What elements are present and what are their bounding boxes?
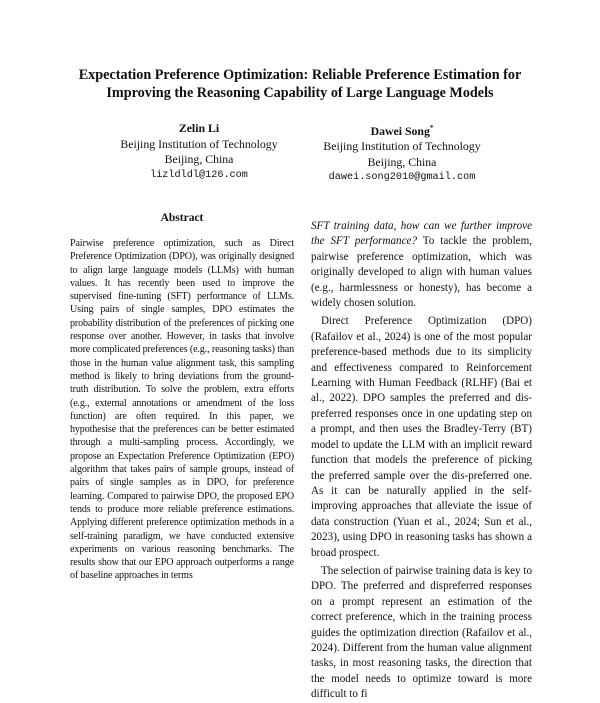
abstract-heading: Abstract	[160, 212, 204, 224]
title-line-1: Expectation Preference Optimization: Reliable Preference Estimation for	[78, 67, 522, 83]
intro-paragraph-2: Direct Preference Optimization (DPO) (Rafailov et al., 2024) is one of the most popular preference-based methods due to its simplicity and effectiveness compared to Reinforcement Learning with Human Feedback (RLHF) (Bai et al., 2022). DPO samples the preferred and dis-preferred responses once in one updating step on a prompt, and then uses the Bradley-Terry (BT) model to update the LLM with an implicit reward function that models the preference of picking the preferred sample over the dis-preferred one. As it can be naturally applied in the self-improving approaches that alleviate the issue of data construction (Yuan et al., 2024; Sun et al., 2023), using DPO in reasoning tasks has shown a broad prospect.	[311, 315, 532, 559]
author-name: Zelin Li	[178, 121, 220, 135]
author-location: Beijing, China	[164, 152, 234, 166]
author-email: dawei.song2010@gmail.com	[328, 172, 476, 184]
abstract-body: Pairwise preference optimization, such as Direct Preference Optimization (DPO), was originally designed to align large language models (LLMs) with human values. It has recently been used to improve the supervised fine-tuning (SFT) performance of LLMs. Using pairs of single samples, DPO estimates the probability distribution of the preferences of picking one response over another. However, in tasks that involve more complicated preferences (e.g., reasoning tasks) than those in the human value alignment task, this sampling method is likely to bring deviations from the ground-truth distribution. To solve the problem, extra efforts (e.g., external annotations or amendment of the loss function) are often required. In this paper, we hypothesise that the preferences can be better estimated through a multi-sampling process. Accordingly, we propose an Expectation Preference Optimization (EPO) algorithm that takes pairs of sample groups, instead of pairs of single samples as in DPO, for preference learning. Compared to pairwise DPO, the proposed EPO tends to produce more reliable preference estimations. Applying different preference optimization methods in a self-training paradigm, we have conducted extensive experiments on various reasoning benchmarks. The results show that our EPO approach outperforms a range of baseline approaches in terms	[70, 238, 294, 582]
intro-paragraph-1-text: To tackle the problem, pairwise preference optimization, which was originally developed to align with human values (e.g., harmlessness or honesty), has become a widely chosen solution.	[311, 235, 532, 310]
author-name: Dawei Song*	[370, 123, 434, 138]
title-line-2: Improving the Reasoning Capability of Large Language Models	[106, 85, 494, 101]
intro-paragraph-3: The selection of pairwise training data is key to DPO. The preferred and dispreferred responses on a prompt represent an estimation of the correct preference, which in the training process guides the optimization direction (Rafailov et al., 2024). Different from the human value alignment tasks, in most reasoning tasks, the direction that the model needs to optimize toward is more difficult to fi	[311, 564, 532, 701]
author-email: lizldldl@126.com	[150, 169, 248, 181]
intro-question: SFT training data, how can we further improve the SFT performance?	[311, 220, 532, 248]
author-block-1	[99, 121, 299, 183]
author-block-2	[302, 121, 502, 186]
author-affiliation: Beijing Institution of Technology	[323, 139, 481, 154]
author-location: Beijing, China	[367, 154, 437, 169]
corresponding-author-mark: *	[429, 124, 434, 132]
author-affiliation: Beijing Institution of Technology	[120, 136, 278, 151]
paper-title	[40, 66, 560, 102]
intro-paragraph-1	[311, 219, 532, 311]
introduction-column	[311, 219, 532, 703]
